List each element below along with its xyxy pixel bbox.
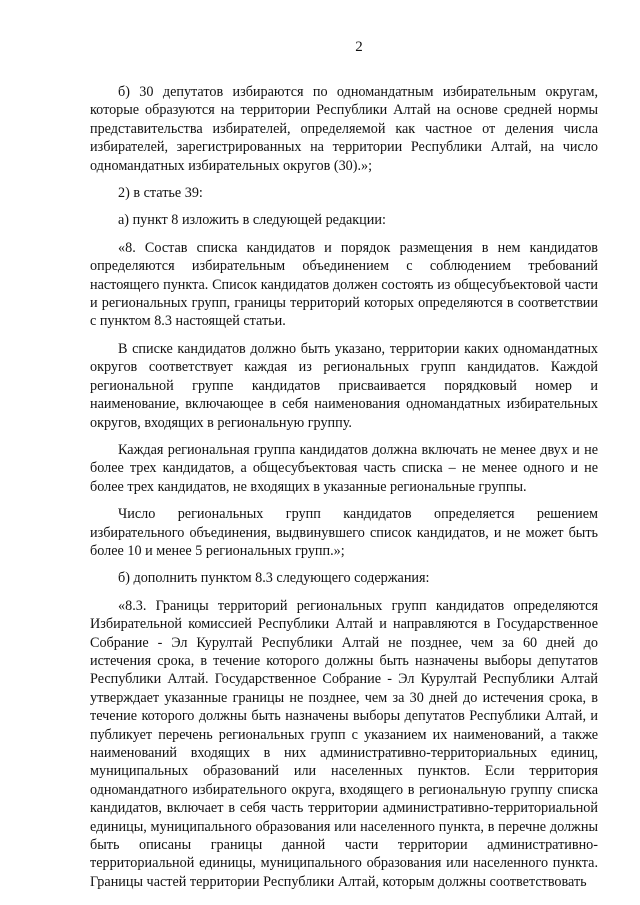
paragraph-number-of-groups: Число региональных групп кандидатов определяется решением избирательного объединения, выдвинувшего список кандидатов, и не может быть более 10 и менее 5 региональных групп.»; bbox=[90, 506, 598, 559]
paragraph-group-composition: Каждая региональная группа кандидатов должна включать не менее двух и не более трех кандидатов, а общесубъектовая часть списка – не менее одного и не более трех кандидатов, не входящих в указанные региональные группы. bbox=[90, 441, 598, 495]
paragraph-point-8-intro: а) пункт 8 изложить в следующей редакции: bbox=[118, 212, 386, 229]
paragraph-point-8-text: «8. Состав списка кандидатов и порядок размещения в нем кандидатов определяются избирательным объединением с соблюдением требований настоящего пункта. Список кандидатов должен состоять из общесубъектовой части и региональных групп, границы территорий которых определяются в соответствии с пунктом 8.3 настоящей статьи. bbox=[90, 239, 598, 330]
paragraph-b-30-deputies: б) 30 депутатов избираются по одномандатным избирательным округам, которые образуются на территории Республики Алтай на основе средней нормы представительства избирателей, определяемой как частное от деления числа избирателей, зарегистрированных на территории Республики Алтай, на число одномандатных избирательных округов (30).»; bbox=[90, 84, 598, 174]
paragraph-point-8-3-intro: б) дополнить пунктом 8.3 следующего содержания: bbox=[118, 570, 430, 587]
paragraph-article-39: 2) в статье 39: bbox=[118, 185, 203, 202]
page-number: 2 bbox=[355, 39, 363, 55]
paragraph-point-8-3-text: «8.3. Границы территорий региональных групп кандидатов определяются Избирательной комиссией Республики Алтай и направляются в Государственное Собрание - Эл Курултай Республики Алтай не позднее, чем за 60 дней до истечения срока, в течение которого должны быть назначены выборы депутатов Республики Алтай. Государственное Собрание - Эл Курултай Республики Алтай утверждает указанные границы не позднее, чем за 30 дней до истечения срока, в течение которого должны быть назначены выборы депутатов Республики Алтай, и публикует перечень региональных групп с указанием их наименований, а также наименований входящих в них административно-территориальных единиц, муниципальных образований или населенных пунктов. Если территория одномандатного избирательного округа, входящего в региональную группу списка кандидатов, включает в себя часть территории административно-территориальной единицы, муниципального образования или населенного пункта, в перечне должны быть описаны границы данной части территории административно-территориальной единицы, муниципального образования или населенного пункта. Границы частей территории Республики Алтай, которым должны соответствовать bbox=[90, 597, 598, 890]
paragraph-regional-groups: В списке кандидатов должно быть указано, территории каких одномандатных округов соответствует каждая из региональных групп кандидатов. Каждой региональной группе кандидатов присваивается порядковый номер и наименование, включающее в себя наименования одномандатных избирательных округов, входящих в региональную группу. bbox=[90, 340, 598, 431]
